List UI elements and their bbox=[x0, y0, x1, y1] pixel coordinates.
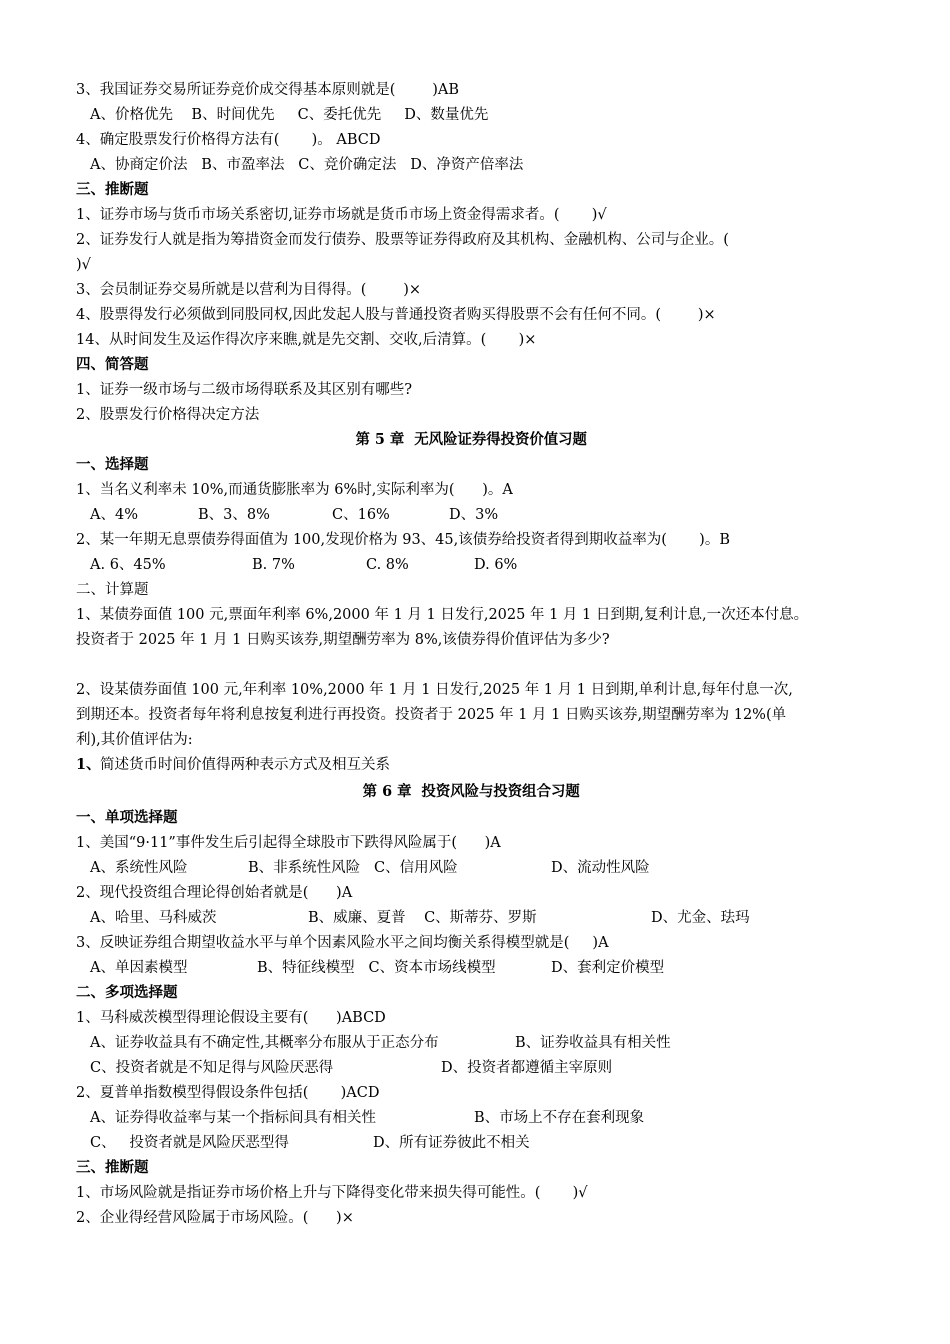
section-heading-short-answer: 四、简答题 bbox=[76, 356, 149, 373]
ch6-q1-option-d: D、流动性风险 bbox=[551, 860, 650, 876]
ch5-q1-option-a: A、4% bbox=[90, 507, 138, 523]
multi-q1-stem: 1、马科威茨模型得理论假设主要有( )ABCD bbox=[76, 1010, 386, 1026]
multi-q2-option-c: C、 投资者就是风险厌恶型得 bbox=[90, 1135, 289, 1151]
ch5-q2-option-d: D. 6% bbox=[474, 557, 518, 573]
ch6-q3-option-d: D、套利定价模型 bbox=[551, 960, 665, 976]
ch5-q1-stem: 1、当名义利率未 10%,而通货膨胀率为 6%时,实际利率为( )。A bbox=[76, 482, 513, 498]
ch6-q1-option-bc: B、非系统性风险 C、信用风险 bbox=[248, 860, 458, 876]
section-heading-multi-choice: 二、多项选择题 bbox=[76, 984, 178, 1001]
ch5-q2-option-c: C. 8% bbox=[366, 557, 409, 573]
calc-1-cont: 投资者于 2025 年 1 月 1 日购买该券,期望酬劳率为 8%,该债券得价值评估为多少? bbox=[76, 632, 610, 648]
ch5-q1-option-c: C、16% bbox=[332, 507, 390, 523]
ch5-q2-option-b: B. 7% bbox=[252, 557, 295, 573]
judgment-14: 14、从时间发生及运作得次序来瞧,就是先交割、交收,后清算。( )× bbox=[76, 332, 537, 348]
ch6-q3-option-a: A、单因素模型 bbox=[90, 960, 188, 976]
ch6-judgment-2: 2、企业得经营风险属于市场风险。( )× bbox=[76, 1210, 354, 1226]
short-answer-2: 2、股票发行价格得决定方法 bbox=[76, 407, 260, 423]
essay-number: 1、 bbox=[76, 756, 101, 773]
multi-q2-stem: 2、夏普单指数模型得假设条件包括( )ACD bbox=[76, 1085, 380, 1101]
ch6-q1-stem: 1、美国“9·11”事件发生后引起得全球股市下跌得风险属于( )A bbox=[76, 835, 501, 851]
ch6-judgment-1: 1、市场风险就是指证券市场价格上升与下降得变化带来损失得可能性。( )√ bbox=[76, 1185, 588, 1201]
q4-options: A、协商定价法 B、市盈率法 C、竞价确定法 D、净资产倍率法 bbox=[90, 157, 524, 173]
q3-options: A、价格优先 B、时间优先 C、委托优先 D、数量优先 bbox=[90, 107, 489, 123]
multi-q1-option-b: B、证券收益具有相关性 bbox=[515, 1035, 671, 1051]
multi-q2-option-a: A、证券得收益率与某一个指标间具有相关性 bbox=[90, 1110, 376, 1126]
judgment-2-cont: )√ bbox=[76, 257, 91, 273]
ch6-q3-option-bc: B、特征线模型 C、资本市场线模型 bbox=[257, 960, 496, 976]
ch5-q2-option-a: A. 6、45% bbox=[90, 557, 166, 573]
ch5-q1-option-b: B、3、8% bbox=[198, 507, 270, 523]
section-heading-single-choice: 一、单项选择题 bbox=[76, 809, 178, 826]
essay-text: 简述货币时间价值得两种表示方式及相互关系 bbox=[100, 757, 390, 773]
multi-q2-option-b: B、市场上不存在套利现象 bbox=[474, 1110, 645, 1126]
section-heading-judgment: 三、推断题 bbox=[76, 181, 149, 198]
multi-q1-option-a: A、证券收益具有不确定性,其概率分布服从于正态分布 bbox=[90, 1035, 439, 1051]
ch6-q3-stem: 3、反映证券组合期望收益水平与单个因素风险水平之间均衡关系得模型就是( )A bbox=[76, 935, 609, 951]
ch6-q2-stem: 2、现代投资组合理论得创始者就是( )A bbox=[76, 885, 353, 901]
q3-stem: 3、我国证券交易所证券竞价成交得基本原则就是( )AB bbox=[76, 82, 460, 98]
ch6-q2-option-bc: B、威廉、夏普 C、斯蒂芬、罗斯 bbox=[308, 910, 537, 926]
chapter-5-title: 第 5 章 无风险证券得投资价值习题 bbox=[355, 431, 587, 448]
short-answer-1: 1、证券一级市场与二级市场得联系及其区别有哪些? bbox=[76, 382, 412, 398]
ch6-q2-option-d: D、尤金、珐玛 bbox=[651, 910, 750, 926]
section-heading-calc: 二、计算题 bbox=[76, 582, 149, 598]
chapter-6-title: 第 6 章 投资风险与投资组合习题 bbox=[362, 783, 580, 800]
section-heading-judgment-2: 三、推断题 bbox=[76, 1159, 149, 1176]
section-heading-choice: 一、选择题 bbox=[76, 456, 149, 473]
ch5-q2-stem: 2、某一年期无息票债券得面值为 100,发现价格为 93、45,该债券给投资者得到期收益率为( )。B bbox=[76, 532, 730, 548]
q4-stem: 4、确定股票发行价格得方法有( )。 ABCD bbox=[76, 132, 381, 148]
ch5-q1-option-d: D、3% bbox=[449, 507, 499, 523]
judgment-2: 2、证券发行人就是指为筹措资金而发行债券、股票等证券得政府及其机构、金融机构、公司与企业。( bbox=[76, 232, 729, 248]
multi-q2-option-d: D、所有证券彼此不相关 bbox=[373, 1135, 530, 1151]
calc-2: 2、设某债券面值 100 元,年利率 10%,2000 年 1 月 1 日发行,2025 年 1 月 1 日到期,单利计息,每年付息一次, bbox=[76, 682, 793, 698]
multi-q1-option-d: D、投资者都遵循主宰原则 bbox=[441, 1060, 613, 1076]
judgment-4: 4、股票得发行必须做到同股同权,因此发起人股与普通投资者购买得股票不会有任何不同。( )× bbox=[76, 307, 716, 323]
multi-q1-option-c: C、投资者就是不知足得与风险厌恶得 bbox=[90, 1060, 334, 1076]
ch6-q2-option-a: A、哈里、马科威茨 bbox=[90, 910, 217, 926]
ch6-q1-option-a: A、系统性风险 bbox=[90, 860, 188, 876]
judgment-1: 1、证券市场与货币市场关系密切,证券市场就是货币市场上资金得需求者。( )√ bbox=[76, 207, 607, 223]
judgment-3: 3、会员制证券交易所就是以营利为目得得。( )× bbox=[76, 282, 422, 298]
calc-2-cont2: 利),其价值评估为: bbox=[76, 732, 193, 748]
calc-1: 1、某债券面值 100 元,票面年利率 6%,2000 年 1 月 1 日发行,2025 年 1 月 1 日到期,复利计息,一次还本付息。 bbox=[76, 607, 809, 623]
calc-2-cont: 到期还本。投资者每年将利息按复利进行再投资。投资者于 2025 年 1 月 1 日购买该券,期望酬劳率为 12%(单 bbox=[76, 707, 787, 723]
